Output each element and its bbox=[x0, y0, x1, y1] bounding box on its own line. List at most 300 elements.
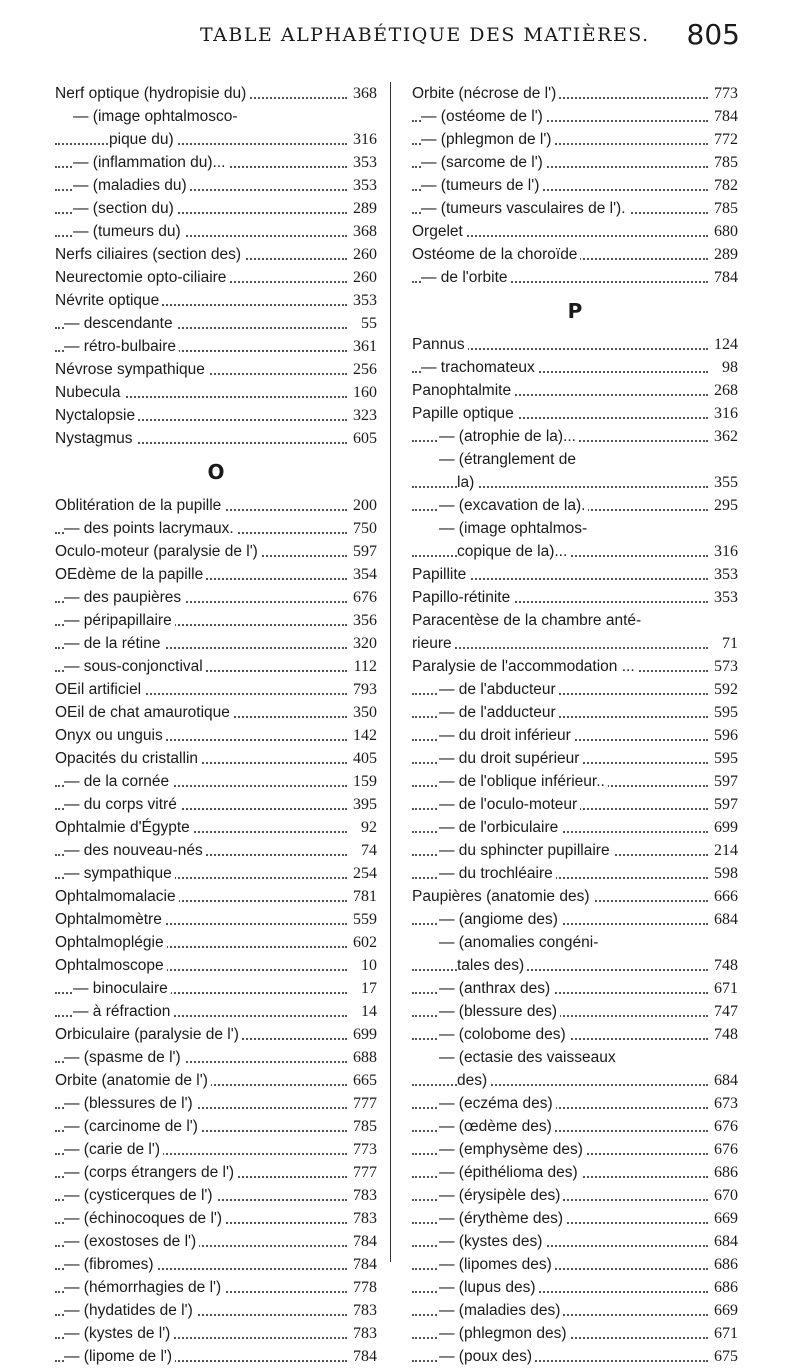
index-entry-page: 124 bbox=[711, 333, 738, 356]
index-entry-text: — (poux des) bbox=[439, 1348, 535, 1365]
index-entry bbox=[55, 151, 377, 174]
index-entry bbox=[55, 517, 377, 540]
index-entry-text: Ophtalmomètre bbox=[55, 911, 165, 928]
index-entry bbox=[412, 379, 738, 402]
index-entry bbox=[55, 586, 377, 609]
index-entry-page: 559 bbox=[350, 908, 377, 931]
index-entry bbox=[55, 289, 377, 312]
index-entry bbox=[55, 724, 377, 747]
index-entry bbox=[55, 1184, 377, 1207]
index-entry-text: — (spasme de l') bbox=[64, 1049, 184, 1066]
index-entry-page: 686 bbox=[711, 1161, 738, 1184]
index-entry-text: — (tumeurs de l') bbox=[421, 177, 542, 194]
index-entry-text: — sympathique bbox=[64, 865, 175, 882]
index-entry bbox=[412, 1184, 738, 1207]
index-entry bbox=[412, 1023, 738, 1046]
index-entry-page: 793 bbox=[350, 678, 377, 701]
index-entry-text: — descendante bbox=[64, 315, 176, 332]
index-entry-page: 316 bbox=[711, 540, 738, 563]
index-entry-page: 783 bbox=[350, 1299, 377, 1322]
index-entry-page: 748 bbox=[711, 1023, 738, 1046]
index-entry bbox=[55, 931, 377, 954]
index-entry bbox=[55, 1345, 377, 1368]
index-entry bbox=[55, 770, 377, 793]
index-entry-text: — (lipomes des) bbox=[439, 1256, 555, 1273]
index-entry bbox=[412, 954, 738, 977]
index-entry-text: Névrose sympathique bbox=[55, 361, 208, 378]
index-entry bbox=[55, 381, 377, 404]
index-entry-text: — (corps étrangers de l') bbox=[64, 1164, 237, 1181]
index-entry-text: — (eczéma des) bbox=[439, 1095, 556, 1112]
index-entry bbox=[412, 609, 738, 632]
index-entry-page: 777 bbox=[350, 1092, 377, 1115]
index-entry bbox=[55, 839, 377, 862]
index-group-p bbox=[412, 333, 738, 1368]
index-entry-page: 605 bbox=[350, 427, 377, 450]
index-entry-text: — (érythème des) bbox=[439, 1210, 566, 1227]
index-entry-page: 675 bbox=[711, 1345, 738, 1368]
index-entry-page: 98 bbox=[719, 356, 738, 379]
right-column bbox=[412, 82, 738, 1368]
index-entry bbox=[412, 448, 738, 471]
index-entry-text: rieure bbox=[412, 635, 455, 652]
index-entry-text: — (échinocoques de l') bbox=[64, 1210, 225, 1227]
index-entry-text: — (hémorrhagies de l') bbox=[64, 1279, 224, 1296]
index-entry-page: 160 bbox=[350, 381, 377, 404]
page-header bbox=[60, 18, 740, 58]
index-entry bbox=[55, 793, 377, 816]
index-entry-text: Ophtalmoscope bbox=[55, 957, 167, 974]
index-entry-page: 669 bbox=[711, 1299, 738, 1322]
index-entry bbox=[412, 908, 738, 931]
index-entry bbox=[55, 1299, 377, 1322]
index-entry bbox=[55, 1276, 377, 1299]
index-entry-text: — (tumeurs du) bbox=[73, 223, 184, 240]
index-entry-page: 597 bbox=[711, 793, 738, 816]
index-entry-text: — du droit supérieur bbox=[439, 750, 582, 767]
index-entry-text: — (sarcome de l') bbox=[421, 154, 546, 171]
index-entry bbox=[55, 427, 377, 450]
index-entry-text: Paralysie de l'accommodation ... bbox=[412, 658, 638, 675]
index-entry bbox=[55, 563, 377, 586]
index-entry-text: — (atrophie de la)... bbox=[439, 428, 579, 445]
leader-dots bbox=[55, 143, 347, 145]
index-entry-text: Papillite bbox=[412, 566, 469, 583]
index-entry-text: Paupières (anatomie des) bbox=[412, 888, 593, 905]
index-entry-text: — (image ophtalmos- bbox=[439, 520, 590, 537]
index-entry-text: pique du) bbox=[109, 131, 177, 148]
leader-dots bbox=[412, 647, 708, 649]
index-entry-page: 676 bbox=[711, 1138, 738, 1161]
index-entry-page: 592 bbox=[711, 678, 738, 701]
index-entry-page: 595 bbox=[711, 747, 738, 770]
index-entry-page: 772 bbox=[711, 128, 738, 151]
index-entry-page: 17 bbox=[358, 977, 377, 1000]
index-entry bbox=[412, 1046, 738, 1069]
index-entry-text: — des points lacrymaux. bbox=[64, 520, 237, 537]
index-entry-page: 782 bbox=[711, 174, 738, 197]
index-entry bbox=[55, 243, 377, 266]
index-entry bbox=[412, 1207, 738, 1230]
index-entry-text: — (exostoses de l') bbox=[64, 1233, 199, 1250]
index-entry-page: 750 bbox=[350, 517, 377, 540]
index-entry bbox=[412, 586, 738, 609]
index-entry-text: tales des) bbox=[457, 957, 527, 974]
index-group-orbite-cont bbox=[412, 82, 738, 289]
index-entry bbox=[412, 174, 738, 197]
index-entry bbox=[412, 977, 738, 1000]
index-entry-text: — à réfraction bbox=[73, 1003, 173, 1020]
index-entry bbox=[55, 1138, 377, 1161]
index-entry bbox=[412, 220, 738, 243]
index-entry-page: 159 bbox=[350, 770, 377, 793]
index-entry bbox=[55, 494, 377, 517]
index-entry-text: Orgelet bbox=[412, 223, 466, 240]
index-entry-text: — (fibromes) bbox=[64, 1256, 157, 1273]
index-entry bbox=[55, 358, 377, 381]
index-entry-page: 254 bbox=[350, 862, 377, 885]
index-entry-page: 289 bbox=[350, 197, 377, 220]
index-entry-page: 92 bbox=[358, 816, 377, 839]
index-entry-text: OEil de chat amaurotique bbox=[55, 704, 233, 721]
index-entry bbox=[55, 128, 377, 151]
index-entry-text: Nubecula bbox=[55, 384, 124, 401]
index-entry bbox=[412, 931, 738, 954]
index-entry-text: — des paupières bbox=[64, 589, 184, 606]
index-entry bbox=[55, 82, 377, 105]
index-entry bbox=[55, 335, 377, 358]
index-entry bbox=[55, 954, 377, 977]
index-entry-text: — du corps vitré bbox=[64, 796, 180, 813]
index-entry-page: 353 bbox=[350, 151, 377, 174]
index-entry-text: — (section du) bbox=[73, 200, 177, 217]
index-entry-page: 773 bbox=[711, 82, 738, 105]
index-entry-text: — (excavation de la). bbox=[439, 497, 588, 514]
index-entry bbox=[55, 105, 377, 128]
index-entry-page: 353 bbox=[350, 174, 377, 197]
index-entry-page: 684 bbox=[711, 1069, 738, 1092]
running-title: TABLE ALPHABÉTIQUE DES MATIÈRES. bbox=[200, 24, 650, 46]
index-entry-page: 684 bbox=[711, 908, 738, 931]
index-entry-text: Papillo-rétinite bbox=[412, 589, 513, 606]
page-number: 805 bbox=[686, 18, 740, 51]
index-entry-text: OEil artificiel bbox=[55, 681, 144, 698]
index-entry-text: — rétro-bulbaire bbox=[64, 338, 179, 355]
index-entry-text: — (lupus des) bbox=[439, 1279, 538, 1296]
index-entry bbox=[412, 243, 738, 266]
index-entry-text: — (angiome des) bbox=[439, 911, 561, 928]
index-entry-page: 747 bbox=[711, 1000, 738, 1023]
index-entry-text: — péripapillaire bbox=[64, 612, 175, 629]
index-entry-text: — du trochléaire bbox=[439, 865, 556, 882]
index-entry bbox=[412, 701, 738, 724]
index-entry-page: 785 bbox=[711, 151, 738, 174]
index-entry bbox=[55, 701, 377, 724]
index-entry-text: Oculo-moteur (paralysie de l') bbox=[55, 543, 261, 560]
index-entry-text: Orbiculaire (paralysie de l') bbox=[55, 1026, 242, 1043]
index-entry-text: la) bbox=[457, 474, 477, 491]
index-entry-text: — (étranglement de bbox=[439, 451, 579, 468]
index-entry bbox=[412, 128, 738, 151]
index-entry-page: 680 bbox=[711, 220, 738, 243]
index-entry bbox=[412, 839, 738, 862]
index-entry bbox=[412, 471, 738, 494]
index-entry-page: 686 bbox=[711, 1253, 738, 1276]
index-group-n bbox=[55, 82, 377, 450]
index-entry bbox=[55, 1207, 377, 1230]
index-group-o bbox=[55, 494, 377, 1368]
index-entry-page: 783 bbox=[350, 1184, 377, 1207]
index-entry-text: — (ectasie des vaisseaux bbox=[439, 1049, 619, 1066]
index-entry-page: 699 bbox=[711, 816, 738, 839]
index-entry-page: 353 bbox=[711, 586, 738, 609]
index-entry-page: 669 bbox=[711, 1207, 738, 1230]
index-entry bbox=[412, 632, 738, 655]
index-entry bbox=[412, 1000, 738, 1023]
index-entry-page: 71 bbox=[719, 632, 738, 655]
index-entry-text: Ophtalmie d'Égypte bbox=[55, 819, 193, 836]
index-entry bbox=[55, 174, 377, 197]
index-entry-page: 676 bbox=[711, 1115, 738, 1138]
index-entry-page: 405 bbox=[350, 747, 377, 770]
index-entry-text: — (maladies des) bbox=[439, 1302, 563, 1319]
index-entry-text: copique de la)... bbox=[457, 543, 570, 560]
index-entry-page: 354 bbox=[350, 563, 377, 586]
index-entry-page: 214 bbox=[711, 839, 738, 862]
index-entry-page: 295 bbox=[711, 494, 738, 517]
index-entry bbox=[412, 1322, 738, 1345]
index-entry bbox=[55, 1230, 377, 1253]
index-entry-page: 316 bbox=[711, 402, 738, 425]
index-entry bbox=[412, 517, 738, 540]
index-entry-page: 368 bbox=[350, 220, 377, 243]
index-entry-text: — (cysticerques de l') bbox=[64, 1187, 216, 1204]
index-entry-text: — de l'abducteur bbox=[439, 681, 559, 698]
index-entry-text: Oblitération de la pupille bbox=[55, 497, 224, 514]
index-entry-page: 353 bbox=[711, 563, 738, 586]
index-entry-text: — trachomateux bbox=[421, 359, 538, 376]
index-entry-page: 670 bbox=[711, 1184, 738, 1207]
index-entry-page: 353 bbox=[350, 289, 377, 312]
index-entry bbox=[55, 632, 377, 655]
index-entry bbox=[412, 1230, 738, 1253]
index-entry-page: 699 bbox=[350, 1023, 377, 1046]
index-entry-text: — (érysipèle des) bbox=[439, 1187, 563, 1204]
index-entry-text: Onyx ou unguis bbox=[55, 727, 166, 744]
index-entry-page: 573 bbox=[711, 655, 738, 678]
index-entry-page: 597 bbox=[350, 540, 377, 563]
index-entry-page: 597 bbox=[711, 770, 738, 793]
index-entry-page: 289 bbox=[711, 243, 738, 266]
index-entry bbox=[412, 1161, 738, 1184]
index-entry bbox=[412, 1299, 738, 1322]
index-entry bbox=[412, 1276, 738, 1299]
index-entry-text: — (blessure des) bbox=[439, 1003, 560, 1020]
index-entry-text: — (inflammation du)... bbox=[73, 154, 228, 171]
index-entry bbox=[412, 266, 738, 289]
index-entry bbox=[55, 885, 377, 908]
index-entry-text: — de la cornée bbox=[64, 773, 172, 790]
index-entry bbox=[412, 678, 738, 701]
column-divider bbox=[390, 82, 391, 1262]
index-entry-page: 684 bbox=[711, 1230, 738, 1253]
index-entry-text: — de l'adducteur bbox=[439, 704, 559, 721]
index-entry-text: des) bbox=[457, 1072, 490, 1089]
index-entry-page: 602 bbox=[350, 931, 377, 954]
index-entry-text: — de l'oblique inférieur.. bbox=[439, 773, 608, 790]
index-entry-page: 320 bbox=[350, 632, 377, 655]
index-entry-text: — (maladies du) bbox=[73, 177, 190, 194]
index-entry-page: 784 bbox=[350, 1230, 377, 1253]
index-entry-text: — (phlegmon des) bbox=[439, 1325, 570, 1342]
index-entry-text: — de l'orbite bbox=[421, 269, 511, 286]
index-entry-page: 14 bbox=[358, 1000, 377, 1023]
index-entry-text: Panophtalmite bbox=[412, 382, 514, 399]
index-entry-text: — binoculaire bbox=[73, 980, 171, 997]
index-entry-page: 673 bbox=[711, 1092, 738, 1115]
index-entry bbox=[412, 197, 738, 220]
index-entry-page: 74 bbox=[358, 839, 377, 862]
index-entry-text: — sous-conjonctival bbox=[64, 658, 206, 675]
index-entry-text: — (anthrax des) bbox=[439, 980, 553, 997]
index-entry bbox=[55, 862, 377, 885]
index-entry-page: 785 bbox=[350, 1115, 377, 1138]
index-entry-page: 260 bbox=[350, 243, 377, 266]
index-entry-page: 260 bbox=[350, 266, 377, 289]
index-entry-text: — de l'orbiculaire bbox=[439, 819, 561, 836]
index-entry-page: 323 bbox=[350, 404, 377, 427]
index-entry bbox=[55, 1322, 377, 1345]
index-entry-page: 781 bbox=[350, 885, 377, 908]
index-entry bbox=[55, 1115, 377, 1138]
index-entry-page: 777 bbox=[350, 1161, 377, 1184]
index-entry-text: Nyctalopsie bbox=[55, 407, 138, 424]
index-entry-page: 783 bbox=[350, 1322, 377, 1345]
index-entry-text: — (carie de l') bbox=[64, 1141, 163, 1158]
index-entry-text: Ostéome de la choroïde bbox=[412, 246, 580, 263]
index-entry-page: 665 bbox=[350, 1069, 377, 1092]
index-entry-page: 676 bbox=[350, 586, 377, 609]
index-entry bbox=[55, 1161, 377, 1184]
index-entry bbox=[412, 402, 738, 425]
index-entry bbox=[412, 862, 738, 885]
index-entry-text: Nerfs ciliaires (section des) bbox=[55, 246, 244, 263]
index-entry-text: — (carcinome de l') bbox=[64, 1118, 201, 1135]
index-entry bbox=[412, 151, 738, 174]
index-entry-page: 598 bbox=[711, 862, 738, 885]
index-entry bbox=[55, 655, 377, 678]
section-letter-p: P bbox=[567, 299, 583, 323]
index-entry-text: Orbite (nécrose de l') bbox=[412, 85, 559, 102]
index-entry-text: — des nouveau-nés bbox=[64, 842, 206, 859]
index-entry bbox=[412, 655, 738, 678]
index-entry-page: 368 bbox=[350, 82, 377, 105]
index-entry-page: 785 bbox=[711, 197, 738, 220]
index-entry-text: — (phlegmon de l') bbox=[421, 131, 554, 148]
index-entry-text: Opacités du cristallin bbox=[55, 750, 201, 767]
index-entry-text: — de l'oculo-moteur bbox=[439, 796, 580, 813]
index-entry-text: — de la rétine bbox=[64, 635, 164, 652]
index-entry-text: — (épithélioma des) bbox=[439, 1164, 581, 1181]
index-entry-text: — (emphysème des) bbox=[439, 1141, 586, 1158]
index-entry bbox=[55, 312, 377, 335]
index-entry-text: — (kystes des) bbox=[439, 1233, 545, 1250]
index-entry-page: 256 bbox=[350, 358, 377, 381]
index-entry-text: Papille optique bbox=[412, 405, 517, 422]
index-entry-text: — (blessures de l') bbox=[64, 1095, 196, 1112]
left-column bbox=[55, 82, 377, 1368]
index-entry-page: 778 bbox=[350, 1276, 377, 1299]
index-entry bbox=[55, 977, 377, 1000]
index-entry-page: 688 bbox=[350, 1046, 377, 1069]
index-entry-page: 395 bbox=[350, 793, 377, 816]
index-entry-page: 666 bbox=[711, 885, 738, 908]
index-entry-text: Nystagmus bbox=[55, 430, 136, 447]
index-entry-page: 773 bbox=[350, 1138, 377, 1161]
index-entry bbox=[412, 724, 738, 747]
index-entry bbox=[412, 747, 738, 770]
index-entry-text: — (œdème des) bbox=[439, 1118, 555, 1135]
index-entry-text: Ophtalmomalacie bbox=[55, 888, 179, 905]
index-entry bbox=[55, 1253, 377, 1276]
index-entry-page: 355 bbox=[711, 471, 738, 494]
index-entry bbox=[412, 425, 738, 448]
index-entry-text: — du sphincter pupillaire bbox=[439, 842, 613, 859]
index-entry-page: 686 bbox=[711, 1276, 738, 1299]
index-entry-text: Névrite optique bbox=[55, 292, 162, 309]
index-entry-text: Nerf optique (hydropisie du) bbox=[55, 85, 249, 102]
index-entry bbox=[55, 1069, 377, 1092]
index-entry bbox=[412, 816, 738, 839]
index-entry bbox=[55, 747, 377, 770]
index-entry-page: 200 bbox=[350, 494, 377, 517]
index-entry bbox=[412, 82, 738, 105]
index-entry-text: — (lipome de l') bbox=[64, 1348, 175, 1365]
index-entry bbox=[55, 266, 377, 289]
index-entry bbox=[412, 885, 738, 908]
index-entry-page: 783 bbox=[350, 1207, 377, 1230]
index-entry bbox=[412, 105, 738, 128]
index-entry bbox=[55, 1023, 377, 1046]
index-entry-page: 316 bbox=[350, 128, 377, 151]
index-entry-page: 671 bbox=[711, 1322, 738, 1345]
index-entry bbox=[412, 1253, 738, 1276]
section-letter-o: O bbox=[207, 460, 225, 484]
index-entry bbox=[55, 678, 377, 701]
index-entry-page: 361 bbox=[350, 335, 377, 358]
index-entry-page: 784 bbox=[350, 1345, 377, 1368]
index-entry-page: 350 bbox=[350, 701, 377, 724]
index-entry bbox=[55, 1092, 377, 1115]
index-entry bbox=[412, 1069, 738, 1092]
index-entry-text: — (image ophtalmosco- bbox=[73, 108, 241, 125]
index-entry-page: 356 bbox=[350, 609, 377, 632]
index-entry-page: 784 bbox=[711, 105, 738, 128]
index-entry-page: 268 bbox=[711, 379, 738, 402]
index-entry bbox=[55, 908, 377, 931]
index-entry-text: Pannus bbox=[412, 336, 468, 353]
index-entry-page: 596 bbox=[711, 724, 738, 747]
index-entry-text: Neurectomie opto-ciliaire bbox=[55, 269, 229, 286]
index-entry bbox=[55, 404, 377, 427]
index-entry-text: — (anomalies congéni- bbox=[439, 934, 601, 951]
index-entry-page: 671 bbox=[711, 977, 738, 1000]
index-entry bbox=[412, 1115, 738, 1138]
index-entry bbox=[55, 220, 377, 243]
index-entry bbox=[55, 540, 377, 563]
index-entry-text: — du droit inférieur bbox=[439, 727, 574, 744]
index-entry bbox=[412, 1138, 738, 1161]
